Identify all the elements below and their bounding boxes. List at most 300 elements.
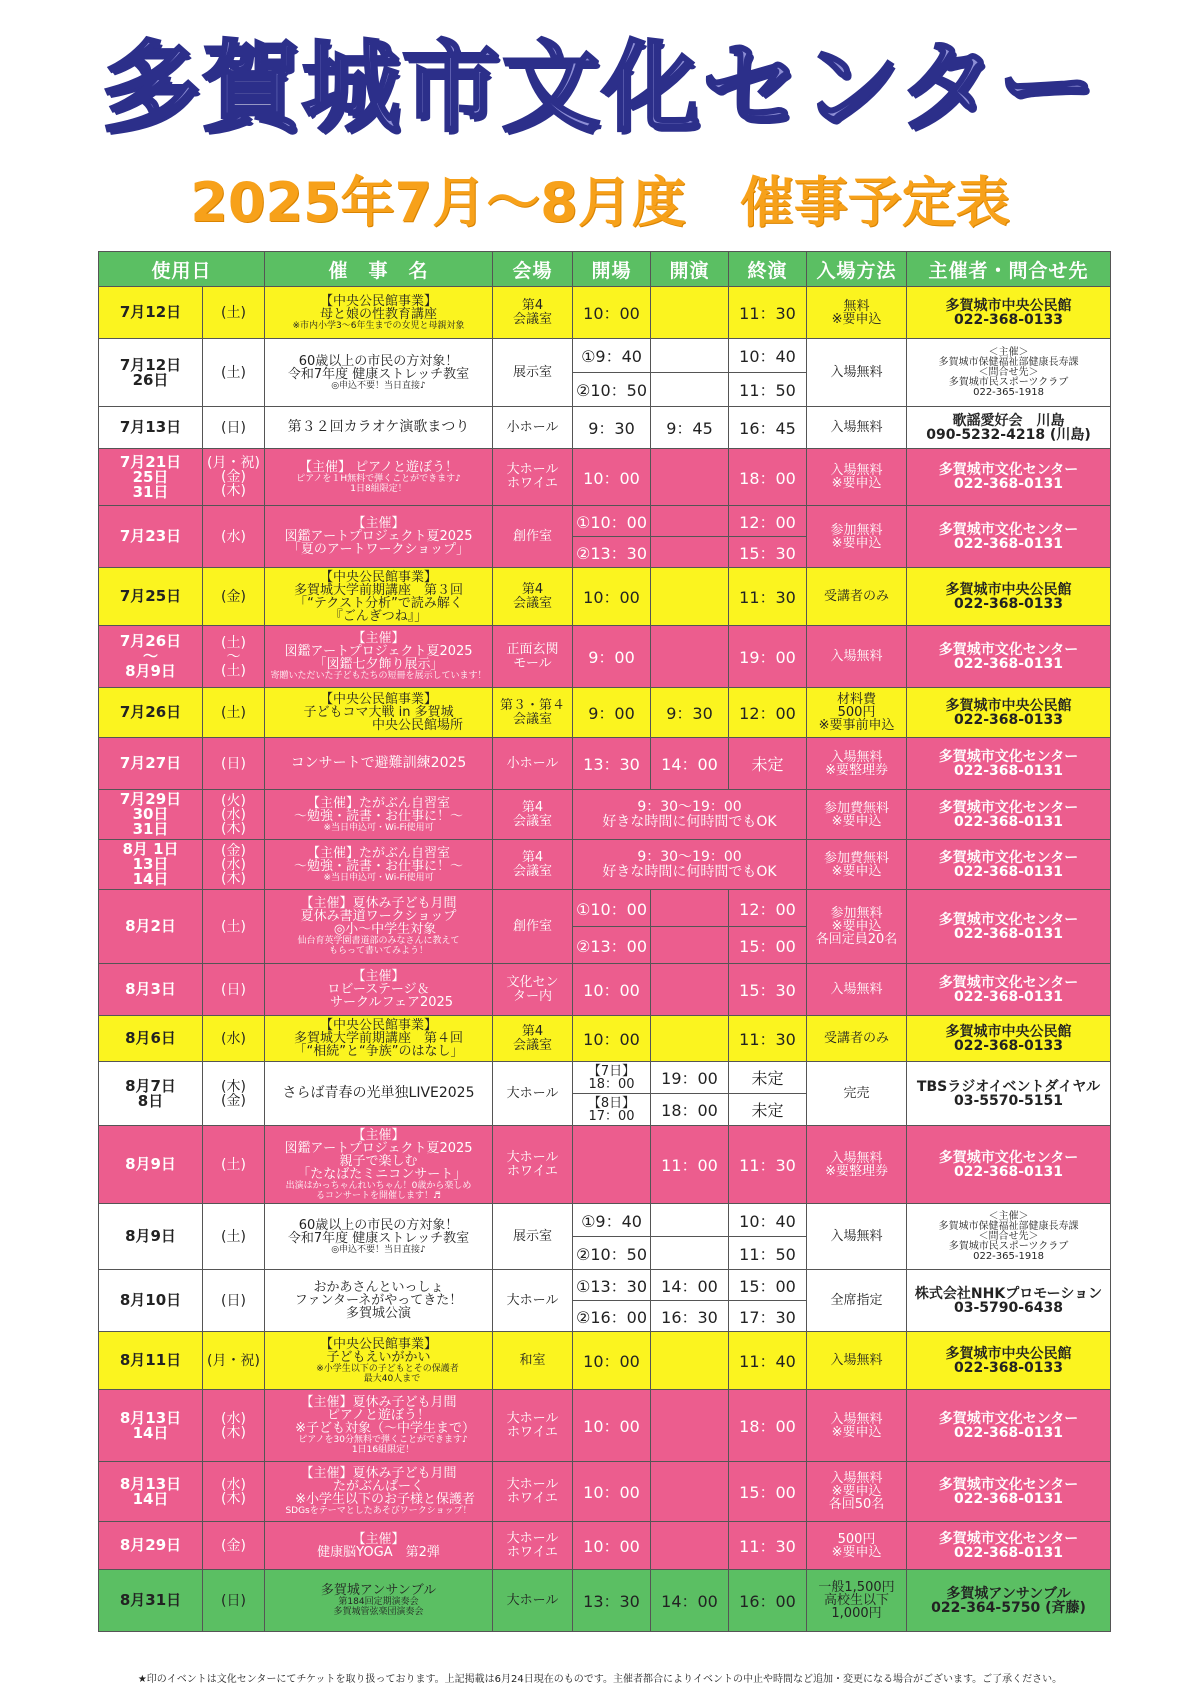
time-doors: 10：00: [573, 1462, 651, 1522]
event-venue: [493, 890, 573, 964]
weekday-line: ～: [226, 648, 241, 665]
venue-line: ホワイエ: [506, 1163, 559, 1179]
event-entry: [807, 339, 907, 407]
table-row: [99, 1126, 1111, 1204]
weekday-line: (水): [221, 856, 246, 873]
weekday-line: (金): [221, 1537, 246, 1554]
venue-line: 大ホール: [506, 462, 559, 477]
date-line: 7月26日: [119, 703, 182, 721]
table-row: [99, 407, 1111, 449]
event-name-line: 「図鑑七夕飾り展示」: [313, 657, 444, 672]
venue-line: モール: [513, 655, 552, 671]
entry-line: ※要申込: [831, 863, 882, 879]
event-venue: [493, 738, 573, 790]
table-row: [99, 1062, 1111, 1094]
date-line: 7月13日: [119, 418, 182, 436]
entry-line: 参加無料: [830, 906, 883, 921]
table-row: [99, 1462, 1111, 1522]
event-name-line: ◎小～中学生対象: [320, 922, 437, 937]
header-doors: 開場: [573, 252, 651, 287]
event-date: [99, 1462, 203, 1522]
venue-line: 大ホール: [506, 1085, 559, 1101]
event-organizer: [907, 449, 1111, 506]
time-start: 19：00: [651, 1062, 729, 1094]
venue-line: 創作室: [513, 918, 553, 934]
organizer-line: 多賀城市保健福祉部健康長寿課: [938, 356, 1079, 368]
table-row: [99, 568, 1111, 626]
time-end: 11：30: [729, 1522, 807, 1570]
date-line: 8月 1日: [122, 840, 179, 858]
event-venue: [493, 568, 573, 626]
entry-line: 入場無料: [830, 1411, 883, 1427]
venue-line: 大ホール: [506, 1476, 559, 1492]
event-weekday: [203, 1204, 265, 1270]
entry-line: 500円: [837, 705, 876, 720]
event-name-line: ◎申込不要！当日直接♪: [331, 1244, 426, 1255]
time-doors: 10：00: [573, 1522, 651, 1570]
table-header-row: [99, 252, 1111, 287]
event-name: [265, 1570, 493, 1632]
event-date: [99, 568, 203, 626]
event-organizer: [907, 790, 1111, 840]
time-end: 11：30: [729, 1016, 807, 1062]
event-entry: [807, 1204, 907, 1270]
header-date: 使用日: [99, 252, 265, 287]
entry-line: ※要申込: [831, 476, 882, 491]
event-organizer: [907, 407, 1111, 449]
event-name-line: 令和7年度 健康ストレッチ教室: [287, 366, 470, 382]
venue-line: 会議室: [513, 595, 553, 611]
event-date: [99, 890, 203, 964]
entry-line: ※要事前申込: [818, 718, 895, 733]
event-name-line: 多賀城大学前期講座 第４回: [294, 1031, 464, 1046]
date-line: 8月29日: [119, 1536, 182, 1554]
event-name-line: おかあさんといっしょ: [313, 1280, 444, 1295]
entry-line: ※要整理券: [825, 1163, 888, 1179]
event-weekday: [203, 1016, 265, 1062]
organizer-line: 022-368-0131: [953, 1490, 1064, 1507]
event-name-line: 最大40人まで: [336, 1373, 421, 1384]
event-name-line: 【主催】夏休み子ども月間: [300, 896, 457, 911]
event-name: [265, 626, 493, 688]
time-span-line: 好きな時間に何時間でもOK: [602, 863, 777, 880]
event-venue: [493, 790, 573, 840]
event-time-span: [573, 840, 807, 890]
time-start: [651, 339, 729, 373]
entry-line: 受講者のみ: [824, 1031, 890, 1046]
time-start: 9：45: [651, 407, 729, 449]
venue-line: 第4: [521, 297, 544, 313]
event-entry: [807, 568, 907, 626]
event-organizer: [907, 339, 1111, 407]
weekday-line: (土): [221, 304, 246, 321]
event-entry: [807, 688, 907, 738]
event-entry: [807, 790, 907, 840]
organizer-line: 多賀城市文化センター: [938, 462, 1079, 478]
event-name-line: 母と娘の性教育講座: [320, 306, 438, 322]
organizer-line: 022-368-0133: [953, 311, 1064, 328]
event-date: [99, 1390, 203, 1462]
event-name-line: ピアノを30分無料で弾くことができます♪: [289, 1435, 468, 1445]
event-weekday: [203, 626, 265, 688]
entry-line: 無料: [843, 298, 870, 314]
time-doors: ①9：40: [573, 339, 651, 373]
event-name-line: ピアノと遊ぼう！: [327, 1408, 430, 1423]
date-line: 7月27日: [119, 754, 182, 772]
date-line: 13日: [132, 855, 169, 873]
event-organizer: [907, 626, 1111, 688]
venue-line: ホワイエ: [506, 1490, 559, 1506]
event-entry: [807, 407, 907, 449]
time-end: 11：50: [729, 373, 807, 407]
event-name: [265, 840, 493, 890]
entry-line: 高校生以下: [824, 1593, 890, 1608]
event-weekday: [203, 568, 265, 626]
entry-line: 入場無料: [830, 1471, 883, 1486]
entry-line: 受講者のみ: [824, 589, 890, 604]
weekday-line: (水): [221, 528, 246, 545]
header-entry: 入場方法: [807, 252, 907, 287]
time-doors: ②10：50: [573, 1237, 651, 1270]
event-name-line: 出演はかっちゃんれいちゃん！0歳から楽しめ: [285, 1180, 472, 1191]
time-start: [651, 626, 729, 688]
event-name-line: 【主催】 ピアノと遊ぼう！: [298, 459, 459, 475]
event-entry: [807, 1390, 907, 1462]
event-name-line: ロビーステージ＆: [327, 982, 430, 997]
entry-line: ※要申込: [831, 919, 882, 934]
organizer-line: 022-368-0131: [953, 925, 1064, 942]
event-entry: [807, 1570, 907, 1632]
event-organizer: [907, 964, 1111, 1016]
event-name-line: ※子ども対象（～中学生まで）: [282, 1421, 475, 1436]
time-end: 19：00: [729, 626, 807, 688]
time-doors: [573, 1126, 651, 1204]
time-start: 11：00: [651, 1126, 729, 1204]
event-name: [265, 1126, 493, 1204]
table-row: [99, 1332, 1111, 1390]
event-name-line: ※小学生以下の子どもとその保護者: [298, 1363, 459, 1374]
date-line: 7月29日: [119, 790, 182, 808]
event-entry: [807, 964, 907, 1016]
event-name: [265, 890, 493, 964]
time-end: 11：40: [729, 1332, 807, 1390]
venue-line: 会議室: [513, 1037, 553, 1053]
weekday-line: (日): [221, 755, 246, 772]
event-name: [265, 407, 493, 449]
event-venue: [493, 1570, 573, 1632]
event-venue: [493, 339, 573, 407]
venue-line: 大ホール: [506, 1410, 559, 1426]
venue-line: 第３・第４: [500, 697, 566, 713]
organizer-line: 03-5790-6438: [953, 1299, 1064, 1316]
venue-line: 小ホール: [506, 419, 559, 435]
organizer-line: 022-364-5750 (斉藤): [931, 1599, 1086, 1616]
date-line: 8月6日: [125, 1029, 176, 1047]
time-end: 15：00: [729, 1462, 807, 1522]
entry-line: 参加費無料: [824, 850, 890, 866]
header-organizer: 主催者・問合せ先: [907, 252, 1111, 287]
event-name-line: ※小学生以下のお子様と保護者: [282, 1492, 475, 1507]
weekday-line: (水): [221, 806, 246, 823]
time-end: 10：40: [729, 339, 807, 373]
time-doors: 10：00: [573, 1390, 651, 1462]
weekday-line: (木): [221, 1424, 246, 1441]
event-organizer: [907, 1462, 1111, 1522]
venue-line: 大ホール: [506, 1530, 559, 1546]
event-name-line: 多賀城アンサンブル: [320, 1583, 437, 1598]
organizer-line: 022-368-0131: [953, 1424, 1064, 1441]
time-doors: 13：30: [573, 738, 651, 790]
event-venue: [493, 1126, 573, 1204]
event-name: [265, 1462, 493, 1522]
time-start: [651, 537, 729, 568]
weekday-line: (日): [221, 1592, 246, 1609]
time-start: [651, 1204, 729, 1237]
table-row: [99, 1570, 1111, 1632]
organizer-line: 多賀城市中央公民館: [945, 581, 1072, 598]
time-start: 14：00: [651, 1270, 729, 1301]
table-row: [99, 738, 1111, 790]
organizer-line: 多賀城市文化センター: [938, 1149, 1079, 1166]
event-venue: [493, 1062, 573, 1126]
venue-line: 会議室: [513, 863, 553, 879]
event-name-line: 親子で楽しむ: [339, 1153, 418, 1169]
date-line: 14日: [132, 1423, 169, 1442]
date-line: 31日: [132, 820, 169, 838]
venue-line: ター内: [513, 988, 553, 1004]
organizer-line: 多賀城市文化センター: [938, 1530, 1079, 1547]
event-name-line: 1日8組限定！: [350, 483, 407, 494]
event-venue: [493, 626, 573, 688]
event-name: [265, 1332, 493, 1390]
event-name: [265, 1062, 493, 1126]
event-name-line: 寄贈いただいた子どもたちの短冊を展示しています！: [270, 671, 487, 681]
time-doors: 10：00: [573, 449, 651, 506]
event-name: [265, 287, 493, 339]
venue-line: 大ホール: [506, 1292, 559, 1308]
event-weekday: [203, 790, 265, 840]
event-name-line: 【主催】: [352, 516, 405, 531]
organizer-line: 多賀城市文化センター: [938, 849, 1079, 866]
event-weekday: [203, 964, 265, 1016]
date-line: ～: [142, 647, 158, 665]
organizer-line: 多賀城市文化センター: [938, 911, 1079, 928]
time-end: 12：00: [729, 688, 807, 738]
organizer-line: 株式会社NHKプロモーション: [914, 1285, 1103, 1302]
event-entry: [807, 626, 907, 688]
organizer-line: 022-368-0131: [953, 813, 1064, 830]
organizer-line: ＜主催＞: [988, 346, 1029, 358]
venue-line: 和室: [519, 1352, 546, 1368]
weekday-line: (金): [221, 842, 246, 859]
table-row: [99, 506, 1111, 537]
entry-line: ※要整理券: [825, 762, 888, 778]
time-start: 9：30: [651, 688, 729, 738]
time-end: 15：30: [729, 964, 807, 1016]
entry-line: 入場無料: [830, 420, 883, 435]
weekday-line: (金): [221, 1092, 246, 1109]
header-end: 終演: [729, 252, 807, 287]
event-weekday: [203, 688, 265, 738]
event-venue: [493, 840, 573, 890]
event-name-line: さらば青春の光単独LIVE2025: [282, 1085, 475, 1101]
time-doors: ①10：00: [573, 506, 651, 537]
event-name: [265, 738, 493, 790]
organizer-line: 多賀城市民スポーツクラブ: [948, 1240, 1069, 1252]
organizer-line: 多賀城市民スポーツクラブ: [948, 376, 1069, 388]
time-start: [651, 449, 729, 506]
time-start: [651, 1237, 729, 1270]
organizer-line: 多賀城市中央公民館: [945, 1023, 1072, 1040]
weekday-line: (火): [221, 792, 246, 809]
entry-line: 500円: [837, 1531, 876, 1547]
table-row: [99, 790, 1111, 840]
event-date: [99, 1332, 203, 1390]
time-end: 15：00: [729, 927, 807, 964]
time-end: 18：00: [729, 1390, 807, 1462]
date-line: 25日: [132, 467, 169, 486]
event-name: [265, 964, 493, 1016]
event-entry: [807, 1270, 907, 1332]
time-end: 12：00: [729, 890, 807, 927]
event-name-line: 【主催】たがぶん自習室: [307, 845, 451, 861]
weekday-line: (土): [221, 662, 246, 679]
event-weekday: [203, 890, 265, 964]
date-line: 8月31日: [119, 1591, 182, 1609]
event-name: [265, 1270, 493, 1332]
event-name-line: 図鑑アートプロジェクト夏2025: [284, 529, 473, 544]
time-span-line: 9：30～19：00: [637, 798, 742, 815]
entry-line: 入場無料: [830, 982, 883, 997]
event-date: [99, 1126, 203, 1204]
event-name-line: 「夏のアートワークショップ」: [287, 542, 470, 557]
organizer-line: 多賀城市保健福祉部健康長寿課: [938, 1220, 1079, 1232]
organizer-line: 090-5232-4218 (川島): [926, 426, 1091, 443]
event-venue: [493, 449, 573, 506]
event-name: [265, 1016, 493, 1062]
venue-line: 会議室: [513, 813, 553, 829]
organizer-line: 022-368-0131: [953, 535, 1064, 552]
event-weekday: [203, 1462, 265, 1522]
date-line: 14日: [132, 870, 169, 888]
event-entry: [807, 1016, 907, 1062]
date-line: 8月13日: [119, 1474, 182, 1493]
event-name-line: 60歳以上の市民の方対象！: [298, 353, 459, 369]
page-subtitle: 2025年7月～8月度 催事予定表: [190, 171, 1010, 234]
venue-line: 大ホール: [506, 1149, 559, 1165]
entry-line: 1,000円: [831, 1606, 882, 1621]
date-line: 7月25日: [119, 587, 182, 605]
event-name-line: 多賀城公演: [346, 1306, 412, 1321]
venue-line: 大ホール: [506, 1592, 559, 1608]
weekday-line: (土): [221, 634, 246, 651]
time-start: [651, 964, 729, 1016]
event-name-line: 第３２回カラオケ演歌まつり: [287, 419, 470, 435]
venue-line: ホワイエ: [506, 1544, 559, 1560]
time-start: [651, 1332, 729, 1390]
weekday-line: (金): [221, 469, 246, 485]
time-doors: 9：30: [573, 407, 651, 449]
event-name: [265, 790, 493, 840]
event-organizer: [907, 688, 1111, 738]
organizer-line: 022-368-0133: [953, 1037, 1064, 1054]
venue-line: 会議室: [513, 711, 553, 727]
entry-line: ※要申込: [831, 535, 882, 551]
event-name-line: ※市内小学3～6年生までの女児と母親対象: [292, 320, 465, 331]
event-name-line: 【中央公民館事業】: [320, 1018, 438, 1033]
entry-line: 各回50名: [828, 1497, 885, 1512]
date-line: 31日: [132, 482, 169, 501]
organizer-line: 多賀城アンサンブル: [946, 1585, 1071, 1602]
date-line: 8月9日: [125, 1227, 176, 1245]
event-date: [99, 1270, 203, 1332]
event-name-line: 【主催】: [352, 631, 405, 646]
table-row: [99, 1204, 1111, 1237]
venue-line: 第4: [521, 799, 544, 815]
time-span-line: 好きな時間に何時間でもOK: [602, 813, 777, 830]
event-date: [99, 1016, 203, 1062]
event-date: [99, 1204, 203, 1270]
event-name: [265, 568, 493, 626]
venue-line: 正面玄関: [506, 641, 559, 657]
weekday-line: (水): [221, 1476, 246, 1493]
entry-line: 一般1,500円: [818, 1580, 895, 1595]
event-weekday: [203, 287, 265, 339]
event-weekday: [203, 506, 265, 568]
event-name-line: 60歳以上の市民の方対象！: [298, 1217, 459, 1233]
event-venue: [493, 1204, 573, 1270]
event-entry: [807, 1126, 907, 1204]
entry-line: 完売: [843, 1086, 870, 1101]
weekday-line: (土): [221, 704, 246, 721]
event-date: [99, 626, 203, 688]
event-date: [99, 506, 203, 568]
entry-line: 各回定員20名: [815, 932, 898, 947]
event-organizer: [907, 1204, 1111, 1270]
time-doors: 10：00: [573, 1332, 651, 1390]
event-venue: [493, 1522, 573, 1570]
table-row: [99, 287, 1111, 339]
event-name-line: 多賀城大学前期講座 第３回: [294, 582, 464, 598]
date-line: 7月12日: [119, 303, 182, 321]
time-doors: 10：00: [573, 568, 651, 626]
event-name-line: 第184回定期演奏会: [338, 1597, 419, 1607]
event-name-line: 「たなばたミニコンサート」: [290, 1166, 467, 1182]
event-date: [99, 790, 203, 840]
event-weekday: [203, 1270, 265, 1332]
event-entry: [807, 738, 907, 790]
event-venue: [493, 1332, 573, 1390]
entry-line: 入場無料: [830, 1353, 883, 1368]
event-time-span: [573, 790, 807, 840]
time-end: 11：30: [729, 568, 807, 626]
event-name-line: 【中央公民館事業】: [320, 569, 438, 585]
organizer-line: ＜主催＞: [988, 1210, 1029, 1222]
time-end: 11：30: [729, 287, 807, 339]
time-doors: ②13：00: [573, 927, 651, 964]
event-name-line: 夏休み書道ワークショップ: [300, 909, 457, 924]
venue-line: 文化セン: [506, 974, 559, 990]
event-venue: [493, 1390, 573, 1462]
date-line: 8月10日: [119, 1291, 182, 1309]
event-name-line: 図鑑アートプロジェクト夏2025: [284, 1140, 473, 1156]
table-row: [99, 1016, 1111, 1062]
event-weekday: [203, 1522, 265, 1570]
date-line: 8月2日: [125, 917, 176, 935]
event-name-line: ※当日申込可・Wi-Fi使用可: [323, 872, 434, 883]
organizer-line: 多賀城市文化センター: [938, 641, 1079, 658]
weekday-line: (土): [221, 1228, 246, 1245]
